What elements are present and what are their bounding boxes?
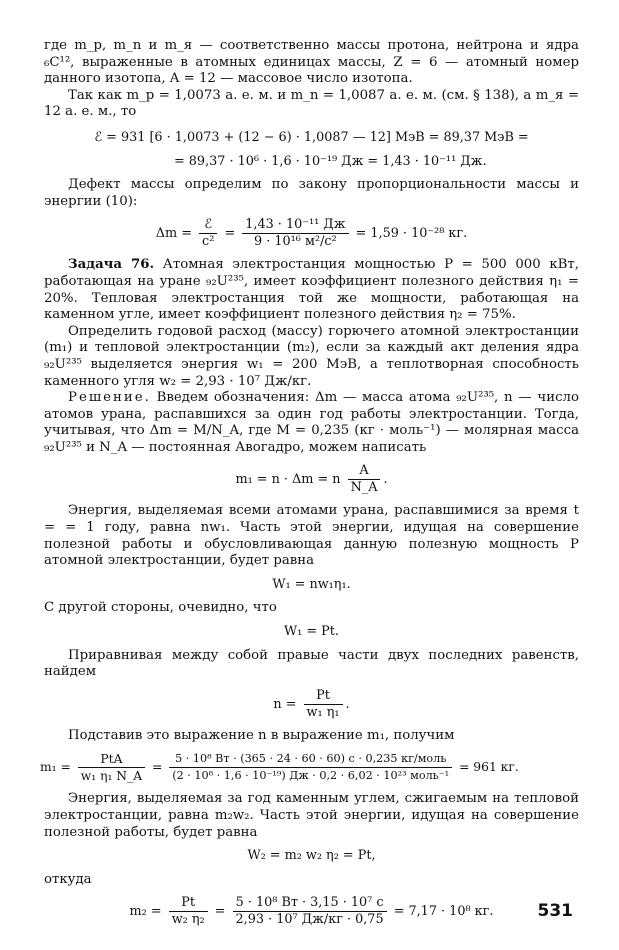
eq3-fraction [348,463,381,496]
eq9-fraction-2 [233,895,387,928]
equation-energy-line2: = 89,37 · 10⁶ · 1,6 · 10⁻¹⁹ Дж = 1,43 · 10⁻¹¹ Дж. [174,153,487,169]
eq3-num: A [348,463,381,480]
eq2-f1-num: ℰ [199,217,217,234]
eq9-fraction-1 [169,895,208,928]
eq7-f1-den: w₁ η₁ N_A [80,769,143,784]
eq6-fraction [304,688,343,721]
equation-mass-defect: Δm = $\frac{\text{ℰ}}{\text{c²}}$ = $\frac{\text{1,43 · 10⁻¹¹ Дж}}{\text{9 · 10¹⁶ м²/с²}}$ = 1,59 · 10⁻²⁸ кг. [155,217,468,250]
eq7-lhs: m₁ = [40,760,71,775]
equation-n: n = $\frac{Pt}{\text{w₁ η₁}}$ . [273,687,350,720]
paragraph-other-side: С другой стороны, очевидно, что [44,600,277,616]
paragraph-coal-energy: Энергия, выделяемая за год каменным углем, сжигаемым на тепловой электростанции, равна m₂w₂. Часть этой энергии, идущая на совершение полезной работы, будет равна [44,791,579,840]
eq7-fraction-1 [78,751,145,784]
eq6-den: w₁ η₁ [306,704,340,720]
eq7-f1-num: PtA [78,751,145,768]
eq6-num: Pt [304,688,343,705]
eq7-f2-num: 5 · 10⁸ Вт · (365 · 24 · 60 · 60) с · 0,235 кг/моль [169,751,452,768]
paragraph-intro: где m_p, m_n и m_я — соответственно массы протона, нейтрона и ядра ₆C¹², выраженные в атомных единицах массы, Z = 6 — атомный номер данного изотопа, A = 12 — массовое число изотопа. [44,38,579,87]
task-text: Атомная электростанция мощностью P = 500 000 кВт, работающая на уране ₉₂U²³⁵, имеет коэффициент полезного действия η₁ = 20%. Тепловая электростанция той же мощности, работающая на каменном угле, имеет коэффициент полезного действия η₂ = 75%. [44,257,579,323]
eq9-f1-den: w₂ η₂ [171,912,205,928]
equation-energy-line1: ℰ = 931 [6 · 1,0073 + (12 − 6) · 1,0087 — 12] МэВ = 89,37 МэВ = [94,129,529,145]
eq3-lhs: m₁ = n · Δm = n [235,472,341,488]
paragraph-masses: Так как m_p = 1,0073 а. е. м. и m_n = 1,0087 а. е. м. (см. § 138), а m_я = 12 а. е. м., то [44,87,579,120]
equation-m1-definition: m₁ = n · Δm = n $\frac{A}{N\_A}$ . [235,463,388,496]
paragraph-mass-defect: Дефект массы определим по закону пропорциональности массы и энергии (10): [44,177,579,209]
eq9-rhs: = 7,17 · 10⁸ кг. [393,904,494,920]
eq2-fraction-1 [199,217,217,250]
equation-m1-result: m₁ = $\frac{\text{PtA}}{\text{w₁ η₁ N\_A}}$ = $\frac{\text{5 · 10⁸ Вт · (365 · 24 · 60 · 60) с · 0,235 кг/моль}}{\text{(2 · 10⁸ · 1,6 · 10⁻¹⁹) Дж · 0,2 · 6,02 · 10²³ моль⁻¹}}$ = 961 кг. [40,752,519,784]
eq6-lhs: n = [273,696,297,712]
equation-w1: W₁ = nw₁η₁. [272,576,351,592]
eq2-lhs: Δm = [155,226,192,242]
equation-w1-pt: W₁ = Pt. [284,624,339,640]
equation-m2-result: m₂ = $\frac{Pt}{\text{w₂ η₂}}$ = $\frac{\text{5 · 10⁸ Вт · 3,15 · 10⁷ с}}{\text{2,93 · 10⁷ Дж/кг · 0,75}}$ = 7,17 · 10⁸ кг. [129,895,494,928]
page-number: 531 [537,901,573,922]
eq7-fraction-2 [169,751,452,784]
eq7-rhs: = 961 кг. [459,760,519,775]
eq9-lhs: m₂ = [129,904,162,920]
eq2-f2-num: 1,43 · 10⁻¹¹ Дж [242,217,348,234]
eq9-f2-num: 5 · 10⁸ Вт · 3,15 · 10⁷ с [233,895,387,912]
equation-w2: W₂ = m₂ w₂ η₂ = Pt, [247,848,376,864]
task-label: Задача 76. [68,257,155,273]
paragraph-task-76 [44,257,579,323]
paragraph-energy-uranium: Энергия, выделяемая всеми атомами урана, распавшимися за время t = = 1 году, равна nw₁. Часть этой энергии, идущая на совершение полезной работы и обусловливающая данную полезную мощность P атомной электростанции, будет равна [44,503,579,569]
paragraph-equating: Приравнивая между собой правые части двух последних равенств, найдем [44,647,579,680]
paragraph-task-question: Определить годовой расход (массу) горючего атомной электростанции (m₁) и тепловой электростанции (m₂), если за каждый акт деления ядра ₉₂U²³⁵ выделяется энергия w₁ = 200 МэВ, а теплотворная способность каменного угля w₂ = 2,93 · 10⁷ Дж/кг. [44,323,579,389]
eq9-f2-den: 2,93 · 10⁷ Дж/кг · 0,75 [235,912,384,928]
eq2-rhs: = 1,59 · 10⁻²⁸ кг. [355,226,468,242]
eq2-f2-den: 9 · 10¹⁶ м²/с² [254,234,337,250]
eq9-f1-num: Pt [169,895,208,912]
eq3-den: N_A [350,480,378,496]
solution-text: Введем обозначения: Δm — масса атома ₉₂U²³⁵, n — число атомов урана, распавшихся за один год работы электростанции. Тогда, учитывая, что Δm = M/N_A, где M = 0,235 (кг · моль⁻¹) — молярная масса ₉₂U²³⁵ и N_A — постоянная Авогадро, можем написать [44,390,579,455]
solution-label: Решение. [68,390,151,406]
eq7-f2-den: (2 · 10⁸ · 1,6 · 10⁻¹⁹) Дж · 0,2 · 6,02 · 10²³ моль⁻¹ [172,769,450,783]
eq2-fraction-2 [242,217,348,250]
paragraph-solution [44,390,579,456]
paragraph-whence: откуда [44,871,92,887]
eq2-f1-den: c² [202,234,215,250]
paragraph-substituting: Подставив это выражение n в выражение m₁, получим [68,727,455,743]
